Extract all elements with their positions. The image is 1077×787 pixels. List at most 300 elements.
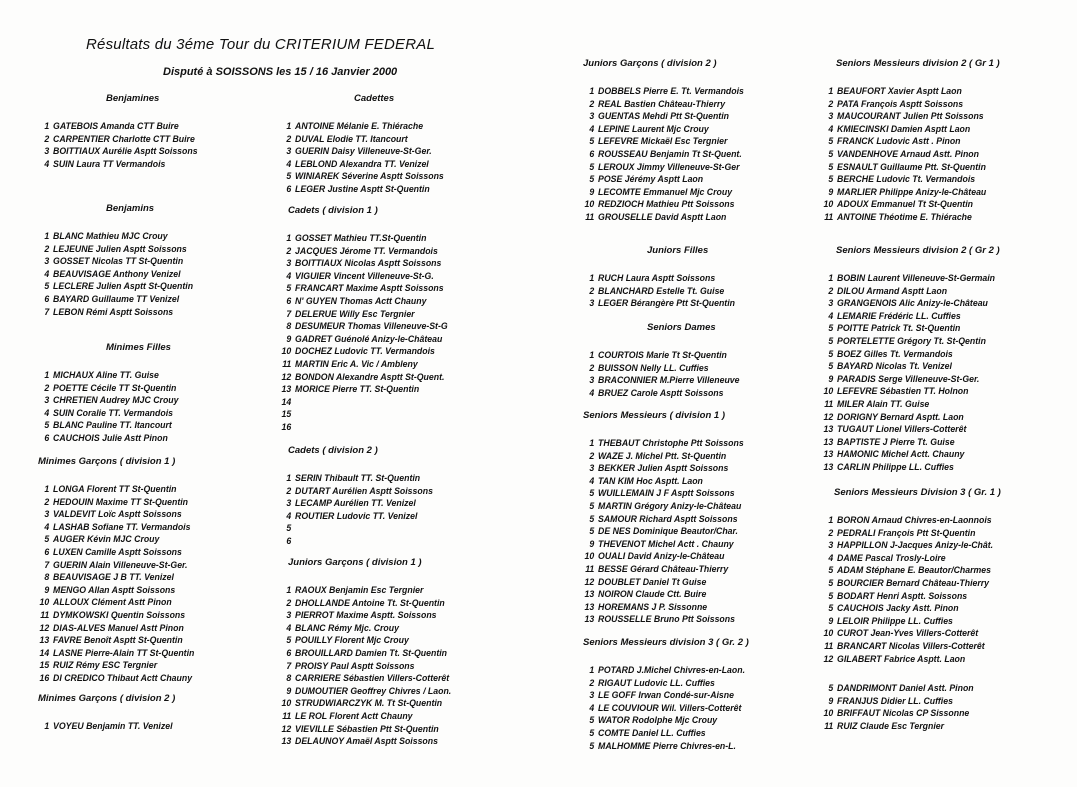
player-entry: MICHAUX Aline TT. Guise <box>53 370 159 380</box>
result-row <box>38 672 194 685</box>
player-entry: LEGER Justine Asptt St-Quentin <box>295 183 430 194</box>
result-row <box>38 120 198 133</box>
player-entry: WAZE J. Michel Ptt. St-Quentin <box>598 450 727 461</box>
player-entry: BLANC Pauline TT. Itancourt <box>53 420 172 431</box>
rank: 5 <box>828 577 834 588</box>
result-row <box>280 183 444 196</box>
rank: 1 <box>828 515 834 525</box>
section-title: Minimes Garçons ( division 1 ) <box>38 456 176 467</box>
player-entry: BESSE Gérard Château-Thierry <box>598 563 729 574</box>
results-section <box>822 245 1006 474</box>
player-entry: LEFEVRE Sébastien TT. Holnon <box>837 386 969 397</box>
player-entry: DILOU Armand Asptt Laon <box>837 285 948 296</box>
rank: 3 <box>286 610 292 621</box>
result-row <box>822 577 993 590</box>
rank: 2 <box>589 98 595 109</box>
result-row <box>583 161 744 174</box>
rank: 5 <box>828 683 834 693</box>
result-row <box>822 373 995 386</box>
result-row <box>280 257 448 270</box>
player-entry: BERCHE Ludovic Tt. Vermandois <box>837 174 976 185</box>
player-entry: HAPPILLON J-Jacques Anizy-le-Chât. <box>837 540 994 551</box>
player-entry: BEKKER Julien Asptt Soissons <box>598 463 729 474</box>
result-row <box>38 293 193 306</box>
player-entry: JACQUES Jérome TT. Vermandois <box>295 245 438 256</box>
rank: 16 <box>281 421 292 432</box>
player-entry: GOSSET Nicolas TT St-Quentin <box>53 256 184 267</box>
rank: 10 <box>823 199 834 210</box>
result-row <box>583 297 735 310</box>
result-row <box>583 550 744 563</box>
section-title: Seniors Messieurs division 2 ( Gr 2 ) <box>836 245 1000 256</box>
player-entry: DAME Pascal Trosly-Loire <box>837 552 946 563</box>
player-entry: HEDOUIN Maxime TT St-Quentin <box>53 496 189 507</box>
rank: 12 <box>281 723 292 734</box>
player-entry: BONDON Alexandre Asptt St-Quent. <box>295 371 445 382</box>
rank: 2 <box>44 496 50 507</box>
result-row <box>822 110 989 123</box>
player-entry: LEPINE Laurent Mjc Crouy <box>598 123 709 134</box>
player-entry: THEBAUT Christophe Ptt Soissons <box>598 438 744 448</box>
results-section <box>38 203 203 318</box>
result-row <box>583 98 744 111</box>
result-row <box>822 527 993 540</box>
player-entry: PIERROT Maxime Asptt. Soissons <box>295 610 437 621</box>
result-row <box>280 320 448 333</box>
result-row <box>583 702 745 715</box>
results-section <box>583 410 754 626</box>
rank: 6 <box>286 295 292 306</box>
player-entry: BOBIN Laurent Villeneuve-St-Germain <box>837 273 996 283</box>
result-row <box>822 552 993 565</box>
player-entry: PROISY Paul Asptt Soissons <box>295 660 415 671</box>
rank: 4 <box>44 407 50 418</box>
result-row <box>38 145 198 158</box>
rank: 4 <box>589 123 595 134</box>
result-row <box>38 394 178 407</box>
section-title: Minimes Garçons ( division 2 ) <box>38 693 176 704</box>
player-entry: BUISSON Nelly LL. Cuffies <box>598 362 709 373</box>
rank: 5 <box>828 323 834 334</box>
rank: 2 <box>286 485 292 496</box>
result-row <box>280 308 448 321</box>
rank: 13 <box>584 601 595 612</box>
rank: 14 <box>39 647 50 658</box>
player-entry: ROUSSELLE Bruno Ptt Soissons <box>598 614 735 625</box>
player-entry: LE COUVIOUR Wil. Villers-Cotterêt <box>598 702 742 713</box>
result-row <box>38 133 198 146</box>
player-entry: DORIGNY Bernard Asptt. Laon <box>837 411 964 422</box>
rank: 13 <box>823 461 834 472</box>
player-entry: ESNAULT Guillaume Ptt. St-Quentin <box>837 161 986 172</box>
rank: 6 <box>589 148 595 159</box>
player-entry: MAUCOURANT Julien Ptt Soissons <box>837 111 984 122</box>
player-entry: BORON Arnaud Chivres-en-Laonnois <box>837 515 992 525</box>
player-entry: BODART Henri Asptt. Soissons <box>837 590 968 601</box>
result-row <box>38 158 198 171</box>
player-entry: SAMOUR Richard Asptt Soissons <box>598 513 738 524</box>
rank: 5 <box>589 513 595 524</box>
rank: 13 <box>584 589 595 600</box>
result-row <box>38 647 194 660</box>
player-entry: MARLIER Philippe Anizy-le-Château <box>837 186 987 197</box>
result-row <box>822 272 995 285</box>
rank: 2 <box>828 98 834 109</box>
player-entry: BOURCIER Bernard Château-Thierry <box>837 577 990 588</box>
result-row <box>280 685 451 698</box>
result-row <box>583 513 744 526</box>
rank: 5 <box>589 740 595 751</box>
result-row <box>280 485 433 498</box>
player-entry: BAYARD Nicolas Tt. Venizel <box>837 361 952 372</box>
player-entry: BAYARD Guillaume TT Venizel <box>53 293 180 304</box>
rank: 5 <box>589 136 595 147</box>
section-title: Seniors Messieurs Division 3 ( Gr. 1 ) <box>834 487 1001 498</box>
rank: 10 <box>281 346 292 357</box>
result-row <box>280 408 448 421</box>
rank: 9 <box>828 373 834 384</box>
rank: 1 <box>589 86 595 96</box>
player-entry: GRANGENOIS Alic Anizy-le-Château <box>837 298 988 309</box>
player-entry: TAN KIM Hoc Asptt. Laon <box>598 475 703 486</box>
rank: 1 <box>589 665 595 675</box>
result-row <box>822 514 993 527</box>
result-row <box>280 710 451 723</box>
result-row <box>280 735 451 748</box>
rank: 13 <box>823 449 834 460</box>
result-row <box>280 660 451 673</box>
player-entry: MORICE Pierre TT. St-Quentin <box>295 384 420 395</box>
player-entry: MENGO Allan Asptt Soissons <box>53 584 176 595</box>
player-entry: DIAS-ALVES Manuel Astt Pinon <box>53 622 184 633</box>
section-title: Seniors Messieurs ( division 1 ) <box>583 410 726 421</box>
result-row <box>822 682 974 695</box>
rank: 13 <box>584 614 595 625</box>
result-row <box>280 622 451 635</box>
result-row <box>583 727 745 740</box>
rank: 3 <box>828 111 834 122</box>
result-row <box>822 653 993 666</box>
result-row <box>280 584 451 597</box>
rank: 3 <box>828 540 834 551</box>
player-entry: DUTART Aurélien Asptt Soissons <box>295 485 433 496</box>
result-row <box>280 672 451 685</box>
rank: 11 <box>824 720 834 731</box>
rank: 2 <box>44 382 50 393</box>
result-row <box>822 173 989 186</box>
player-entry: RUIZ Rémy ESC Tergnier <box>53 660 158 671</box>
page-title: Résultats du 3éme Tour du CRITERIUM FEDERAL <box>86 36 436 53</box>
rank: 12 <box>281 371 292 382</box>
rank: 5 <box>286 283 292 294</box>
result-row <box>822 695 974 708</box>
player-entry: BLANCHARD Estelle Tt. Guise <box>598 285 725 296</box>
result-row <box>583 576 744 589</box>
player-entry: GUERIN Daisy Villeneuve-St-Ger. <box>295 146 432 157</box>
rank: 1 <box>828 273 834 283</box>
result-row <box>38 432 178 445</box>
player-entry: LEBLOND Alexandra TT. Venizel <box>295 158 429 169</box>
result-row <box>280 535 433 548</box>
player-entry: MALHOMME Pierre Chivres-en-L. <box>598 740 736 751</box>
result-row <box>583 135 744 148</box>
result-row <box>38 369 178 382</box>
result-row <box>583 374 740 387</box>
page-subtitle: Disputé à SOISSONS les 15 / 16 Janvier 2000 <box>163 66 398 78</box>
player-entry: CARPENTIER Charlotte CTT Buire <box>53 133 195 144</box>
rank: 12 <box>823 653 834 664</box>
player-entry: CARRIERE Sébastien Villers-Cotterêt <box>295 673 450 684</box>
rank: 3 <box>589 463 595 474</box>
result-row <box>38 230 193 243</box>
rank: 5 <box>589 488 595 499</box>
rank: 10 <box>281 698 292 709</box>
player-entry: BRIFFAUT Nicolas CP Sissonne <box>837 708 970 719</box>
rank: 5 <box>589 174 595 185</box>
rank: 14 <box>281 396 292 407</box>
player-entry: DUVAL Elodie TT. Itancourt <box>295 133 408 144</box>
result-row <box>38 280 193 293</box>
result-row <box>38 584 194 597</box>
rank: 1 <box>589 438 595 448</box>
results-section <box>38 456 204 685</box>
result-row <box>583 462 744 475</box>
player-entry: MARTIN Eric A. Vic / Ambleny <box>295 358 418 369</box>
rank: 13 <box>39 635 50 646</box>
result-row <box>822 148 989 161</box>
player-entry: WINIAREK Séverine Asptt Soissons <box>295 171 444 182</box>
player-entry: MARTIN Grégory Anizy-le-Château <box>598 500 742 511</box>
player-entry: MILER Alain TT. Guise <box>837 398 930 409</box>
player-entry: LEMARIE Frédéric LL. Cuffies <box>837 310 961 321</box>
result-row <box>583 450 744 463</box>
result-row <box>38 508 194 521</box>
rank: 15 <box>39 660 50 671</box>
player-entry: DESUMEUR Thomas Villeneuve-St-G <box>295 321 448 332</box>
result-row <box>583 740 745 753</box>
result-row <box>280 497 433 510</box>
player-entry: LE ROL Florent Actt Chauny <box>295 710 413 721</box>
section-title: Cadets ( division 1 ) <box>288 205 378 216</box>
player-entry: POETTE Cécile TT St-Quentin <box>53 382 177 393</box>
player-entry: POTARD J.Michel Chivres-en-Laon. <box>598 665 746 675</box>
rank: 6 <box>44 432 50 443</box>
rank: 1 <box>44 370 50 380</box>
rank: 10 <box>823 708 834 719</box>
player-entry: BOEZ Gilles Tt. Vermandois <box>837 348 953 359</box>
result-row <box>822 348 995 361</box>
rank: 5 <box>589 715 595 726</box>
result-row <box>822 615 993 628</box>
rank: 5 <box>286 635 292 646</box>
rank: 5 <box>589 526 595 537</box>
player-entry: DOUBLET Daniel Tt Guise <box>598 576 707 587</box>
player-entry: RUCH Laura Asptt Soissons <box>598 273 716 283</box>
rank: 13 <box>823 436 834 447</box>
player-entry: VIGUIER Vincent Villeneuve-St-G. <box>295 270 434 281</box>
result-row <box>38 546 194 559</box>
rank: 1 <box>286 121 292 131</box>
rank: 7 <box>286 308 292 319</box>
result-row <box>280 158 444 171</box>
rank: 10 <box>584 199 595 210</box>
result-row <box>583 664 745 677</box>
rank: 2 <box>828 527 834 538</box>
player-entry: COMTE Daniel LL. Cuffies <box>598 727 706 738</box>
rank: 3 <box>589 690 595 701</box>
rank: 5 <box>589 727 595 738</box>
result-row <box>583 601 744 614</box>
rank: 4 <box>828 552 834 563</box>
section-title: Cadets ( division 2 ) <box>288 445 378 456</box>
player-entry: ADAM Stéphane E. Beautor/Charmes <box>837 565 991 576</box>
player-entry: BEAUVISAGE Anthony Venizel <box>53 268 181 279</box>
rank: 12 <box>584 576 595 587</box>
rank: 4 <box>589 475 595 486</box>
result-row <box>280 697 451 710</box>
rank: 1 <box>286 585 292 595</box>
rank: 11 <box>282 710 292 721</box>
result-row <box>822 335 995 348</box>
rank: 4 <box>828 123 834 134</box>
player-entry: LEBON Rémi Asptt Soissons <box>53 306 174 317</box>
result-row <box>583 487 744 500</box>
player-entry: COURTOIS Marie Tt St-Quentin <box>598 350 727 360</box>
player-entry: ALLOUX Clément Astt Pinon <box>53 597 172 608</box>
rank: 5 <box>44 281 50 292</box>
results-section <box>38 93 208 170</box>
result-row <box>38 659 194 672</box>
result-row <box>822 211 989 224</box>
rank: 3 <box>286 498 292 509</box>
player-entry: ANTOINE Théotime E. Thiérache <box>837 211 972 222</box>
player-entry: BOITTIAUX Aurélie Asptt Soissons <box>53 146 198 157</box>
result-row <box>583 85 744 98</box>
player-entry: DE NES Dominique Beautor/Char. <box>598 526 738 537</box>
result-row <box>280 145 444 158</box>
rank: 2 <box>286 133 292 144</box>
results-section <box>822 670 983 732</box>
player-entry: VANDENHOVE Arnaud Astt. Pinon <box>837 148 979 159</box>
player-entry: ANTOINE Mélanie E. Thiérache <box>295 121 424 131</box>
player-entry: VIEVILLE Sébastien Ptt St-Quentin <box>295 723 439 734</box>
result-row <box>280 270 448 283</box>
result-row <box>822 310 995 323</box>
result-row <box>38 306 193 319</box>
player-entry: DELAUNOY Amaël Asptt Soissons <box>295 736 438 747</box>
result-row <box>583 475 744 488</box>
rank: 8 <box>44 572 50 583</box>
rank: 5 <box>828 161 834 172</box>
result-row <box>280 345 448 358</box>
rank: 9 <box>589 538 595 549</box>
result-row <box>280 333 448 346</box>
rank: 4 <box>286 510 292 521</box>
result-row <box>280 609 451 622</box>
result-row <box>583 148 744 161</box>
result-row <box>822 85 989 98</box>
result-row <box>822 564 993 577</box>
rank: 10 <box>584 551 595 562</box>
player-entry: LONGA Florent TT St-Quentin <box>53 484 177 494</box>
player-entry: CAUCHOIS Jacky Astt. Pinon <box>837 603 959 614</box>
player-entry: PARADIS Serge Villeneuve-St-Ger. <box>837 373 980 384</box>
rank: 5 <box>286 171 292 182</box>
player-entry: TUGAUT Lionel Villers-Cotterêt <box>837 424 967 435</box>
result-row <box>38 596 194 609</box>
player-entry: BEAUVISAGE J B TT. Venizel <box>53 572 174 583</box>
rank: 13 <box>281 384 292 395</box>
player-entry: STRUDWIARCZYK M. Tt St-Quentin <box>295 698 443 709</box>
result-row <box>280 597 451 610</box>
player-entry: LELOIR Philippe LL. Cuffies <box>837 615 953 626</box>
rank: 1 <box>44 484 50 494</box>
result-row <box>822 423 995 436</box>
result-row <box>822 385 995 398</box>
rank: 4 <box>286 270 292 281</box>
rank: 10 <box>823 386 834 397</box>
player-entry: THEVENOT Michel Actt . Chauny <box>598 538 734 549</box>
player-entry: GADRET Guénolé Anizy-le-Château <box>295 333 443 344</box>
result-row <box>822 322 995 335</box>
section-title: Seniors Dames <box>647 322 716 333</box>
rank: 10 <box>823 628 834 639</box>
result-row <box>280 634 451 647</box>
rank: 6 <box>286 183 292 194</box>
rank: 12 <box>823 411 834 422</box>
player-entry: GUERIN Alain Villeneuve-St-Ger. <box>53 559 188 570</box>
result-row <box>583 563 744 576</box>
player-entry: CUROT Jean-Yves Villers-Cotterêt <box>837 628 979 639</box>
rank: 7 <box>44 559 50 570</box>
result-row <box>38 521 194 534</box>
player-entry: POSE Jérémy Asptt Laon <box>598 174 704 185</box>
results-section <box>583 322 750 399</box>
player-entry: LASNE Pierre-Alain TT St-Quentin <box>53 647 195 658</box>
result-row <box>822 627 993 640</box>
result-row <box>280 472 433 485</box>
result-row <box>583 714 745 727</box>
rank: 7 <box>44 306 50 317</box>
player-entry: LUXEN Camille Asptt Soissons <box>53 546 182 557</box>
player-entry: N' GUYEN Thomas Actt Chauny <box>295 295 427 306</box>
player-entry: ROUSSEAU Benjamin Tt St-Quent. <box>598 148 742 159</box>
player-entry: BOITTIAUX Nicolas Asptt Soissons <box>295 258 442 269</box>
rank: 4 <box>286 158 292 169</box>
result-row <box>822 398 995 411</box>
rank: 4 <box>589 387 595 398</box>
rank: 4 <box>286 622 292 633</box>
results-section <box>280 445 443 548</box>
result-row <box>280 396 448 409</box>
result-row <box>583 110 744 123</box>
player-entry: BLANC Mathieu MJC Crouy <box>53 231 168 241</box>
rank: 9 <box>286 333 292 344</box>
result-row <box>280 170 444 183</box>
rank: 9 <box>828 695 834 706</box>
rank: 4 <box>44 268 50 279</box>
player-entry: DUMOUTIER Geoffrey Chivres / Laon. <box>295 685 452 696</box>
result-row <box>583 198 744 211</box>
section-title: Juniors Garçons ( division 2 ) <box>583 58 717 69</box>
rank: 5 <box>828 590 834 601</box>
rank: 3 <box>44 395 50 406</box>
rank: 4 <box>44 521 50 532</box>
rank: 2 <box>44 243 50 254</box>
player-entry: GILABERT Fabrice Asptt. Laon <box>837 653 966 664</box>
rank: 11 <box>824 211 834 222</box>
results-section <box>38 693 181 733</box>
